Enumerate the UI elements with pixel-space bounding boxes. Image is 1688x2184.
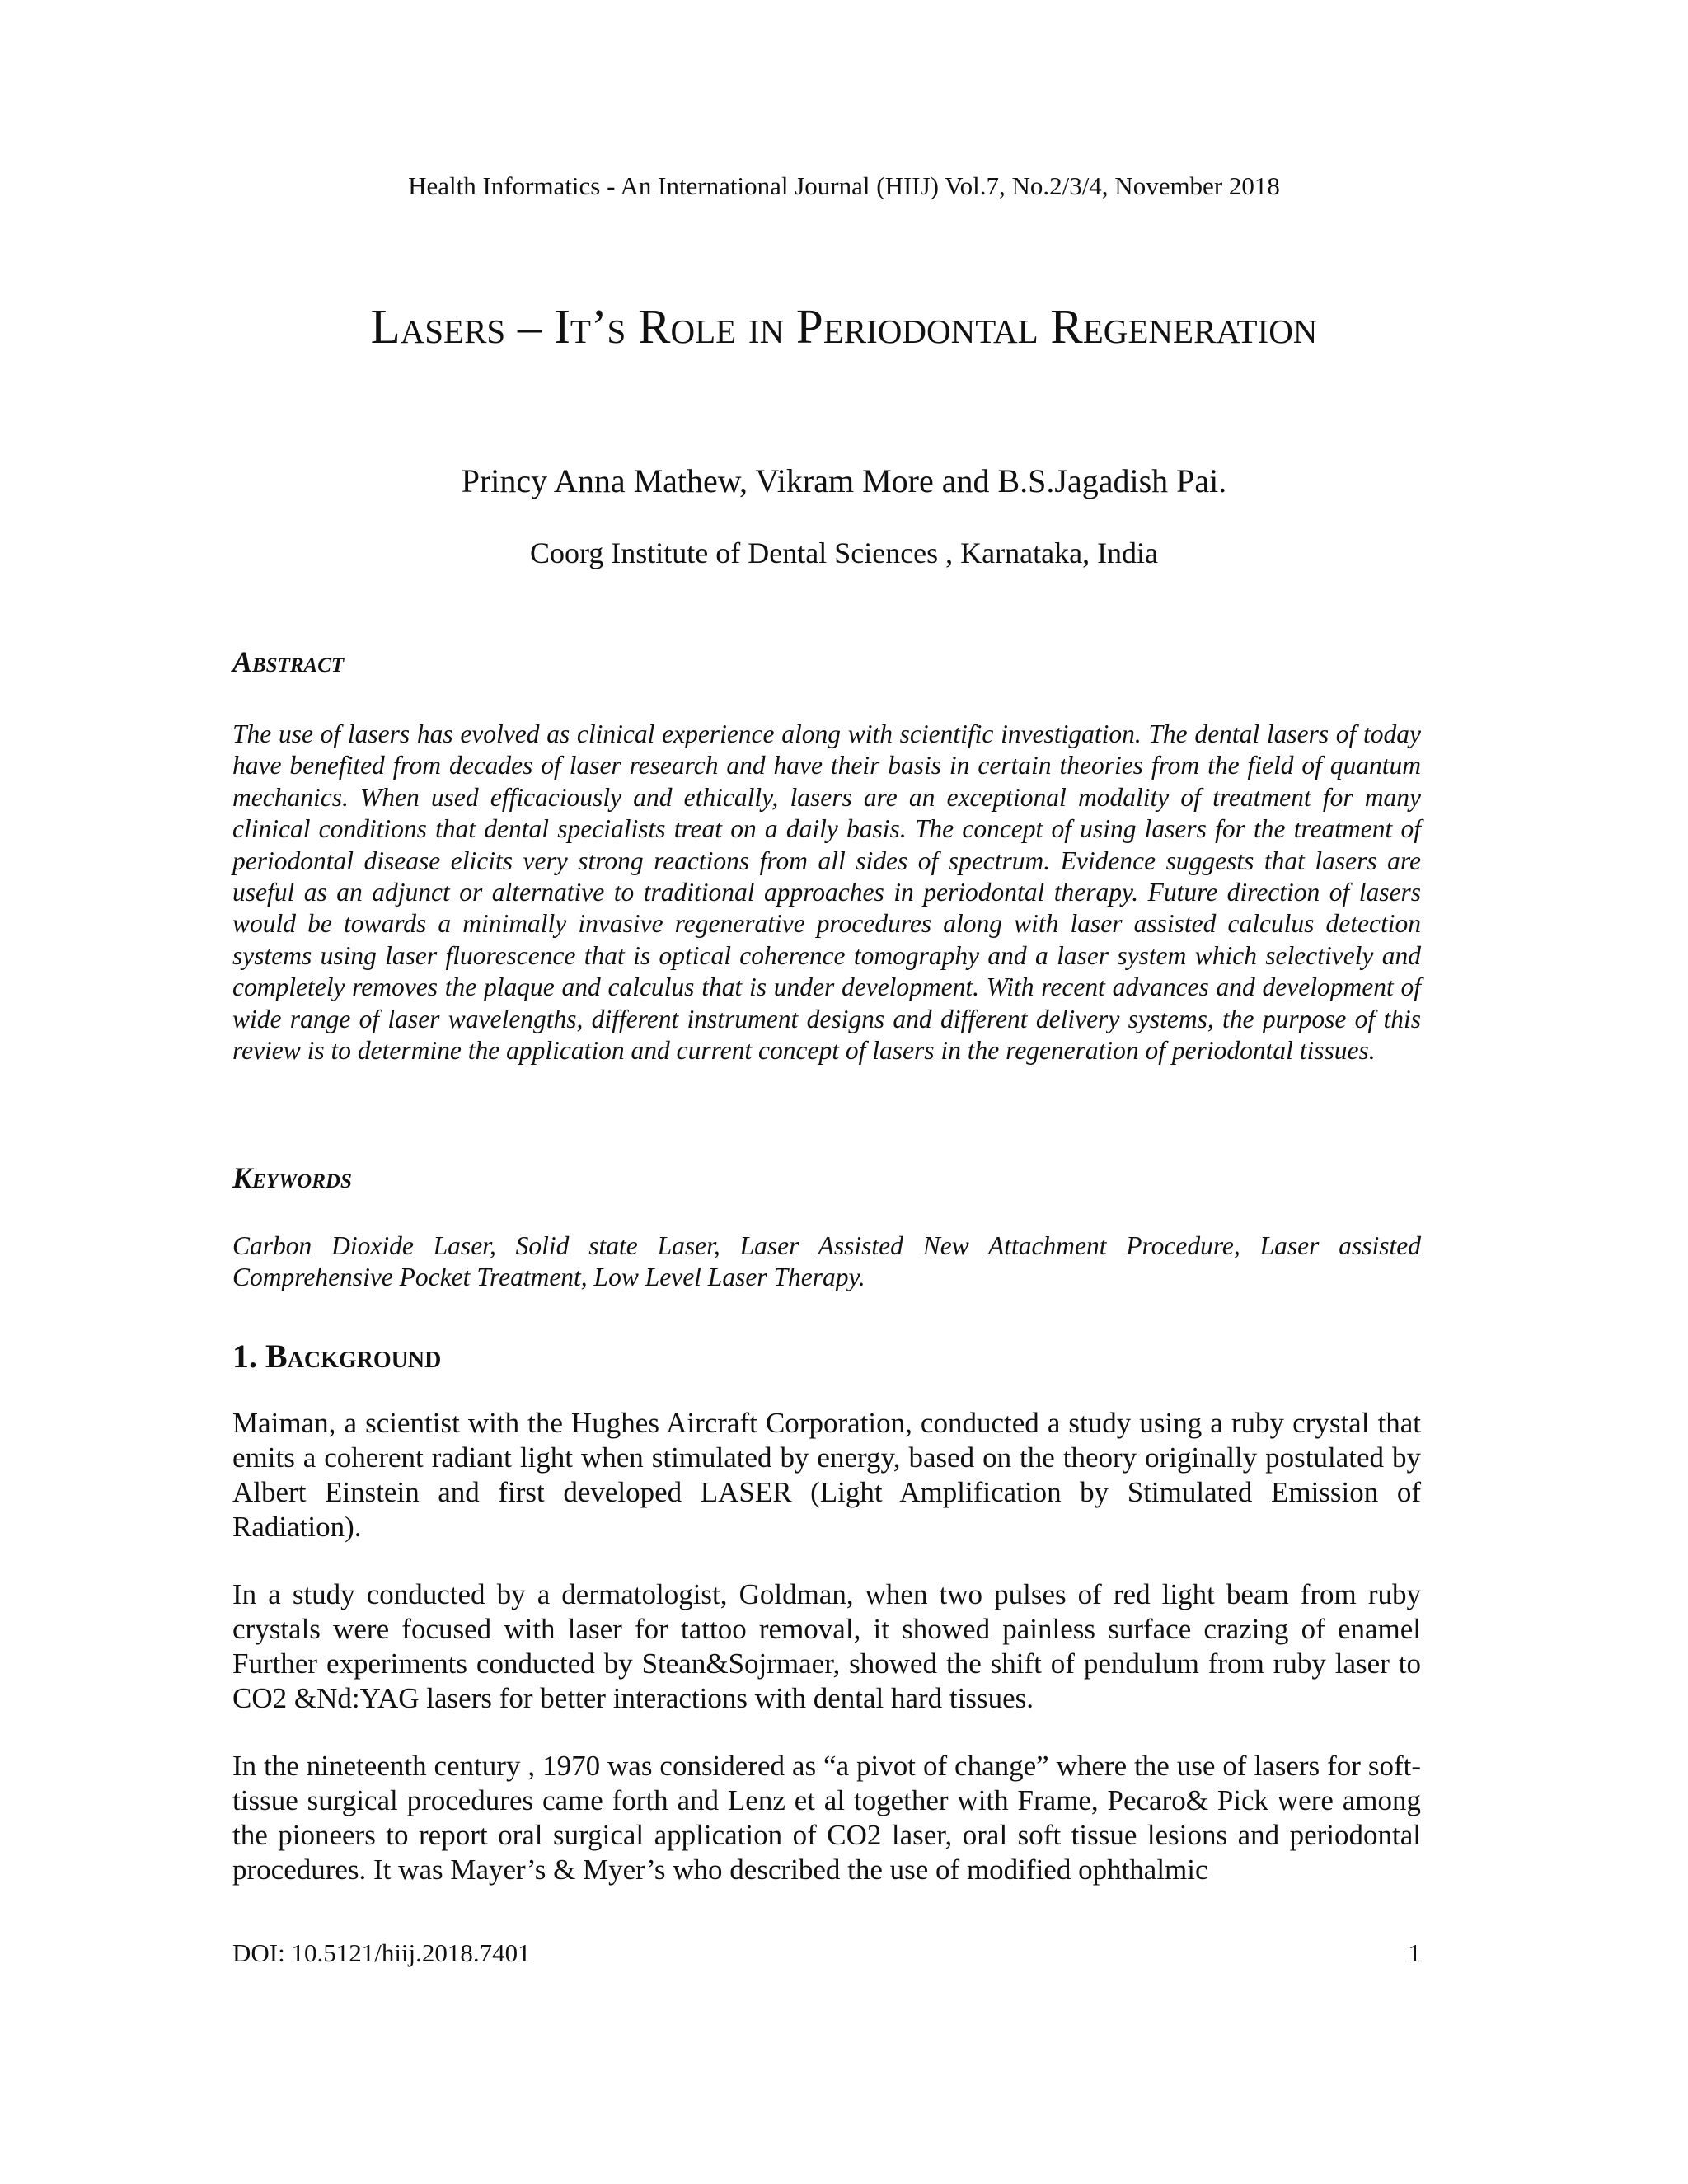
body-paragraph: In the nineteenth century , 1970 was considered as “a pivot of change” where the use of lasers for soft-tissue surgical procedures came forth and Lenz et al together with Frame, Pecaro& Pick were among the pioneers to report oral surgical application of CO2 laser, oral soft tissue lesions and periodontal procedures. It was Mayer’s & Myer’s who described the use of modified ophthalmic bbox=[232, 1750, 1421, 1886]
author-list: Princy Anna Mathew, Vikram More and B.S.Jagadish Pai. bbox=[461, 462, 1227, 499]
page-number: 1 bbox=[1408, 1938, 1421, 1967]
section-heading-background: 1. Background bbox=[232, 1338, 442, 1375]
affiliation: Coorg Institute of Dental Sciences , Karnataka, India bbox=[529, 537, 1159, 569]
keywords-text: Carbon Dioxide Laser, Solid state Laser, Laser Assisted New Attachment Procedure, Laser assisted Comprehensive Pocket Treatment, Low Level Laser Therapy. bbox=[232, 1231, 1421, 1292]
body-paragraph: Maiman, a scientist with the Hughes Aircraft Corporation, conducted a study using a ruby crystal that emits a coherent radiant light when stimulated by energy, based on the theory originally postulated by Albert Einstein and first developed LASER (Light Amplification by Stimulated Emission of Radiation). bbox=[232, 1407, 1421, 1543]
keywords-heading: Keywords bbox=[232, 1161, 352, 1194]
doi-footer: DOI: 10.5121/hiij.2018.7401 bbox=[232, 1938, 531, 1967]
running-header: Health Informatics - An International Journal (HIIJ) Vol.7, No.2/3/4, November 2018 bbox=[408, 171, 1280, 200]
paper-title: Lasers – It’s Role in Periodontal Regeneration bbox=[370, 299, 1318, 354]
body-paragraph: In a study conducted by a dermatologist, Goldman, when two pulses of red light beam from ruby crystals were focused with laser for tattoo removal, it showed painless surface crazing of enamel Further experiments conducted by Stean&Sojrmaer, showed the shift of pendulum from ruby laser to CO2 &Nd:YAG lasers for better interactions with dental hard tissues. bbox=[232, 1578, 1421, 1714]
abstract-text: The use of lasers has evolved as clinical experience along with scientific investigation. The dental lasers of today have benefited from decades of laser research and have their basis in certain theories from the field of quantum mechanics. When used efficaciously and ethically, lasers are an exceptional modality of treatment for many clinical conditions that dental specialists treat on a daily basis. The concept of using lasers for the treatment of periodontal disease elicits very strong reactions from all sides of spectrum. Evidence suggests that lasers are useful as an adjunct or alternative to traditional approaches in periodontal therapy. Future direction of lasers would be towards a minimally invasive regenerative procedures along with laser assisted calculus detection systems using laser fluorescence that is optical coherence tomography and a laser system which selectively and completely removes the plaque and calculus that is under development. With recent advances and development of wide range of laser wavelengths, different instrument designs and different delivery systems, the purpose of this review is to determine the application and current concept of lasers in the regeneration of periodontal tissues. bbox=[232, 719, 1421, 1066]
abstract-heading: Abstract bbox=[232, 645, 345, 678]
